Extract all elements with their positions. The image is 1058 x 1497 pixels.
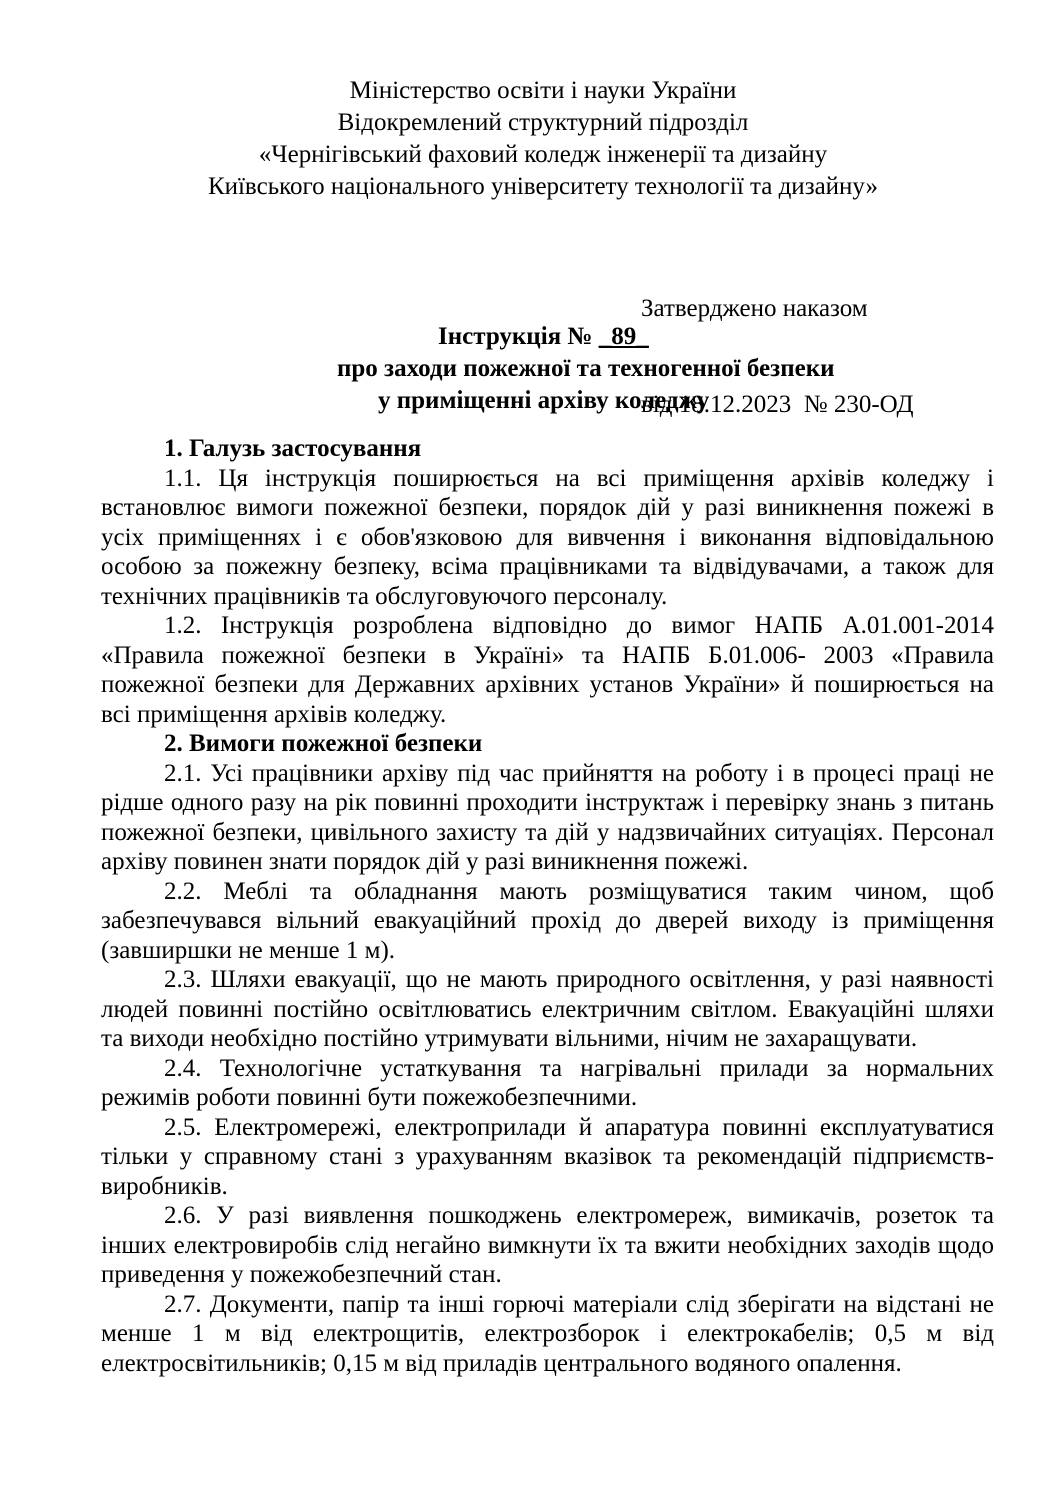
paragraph-2-5: 2.5. Електромережі, електроприлади й апаратура повинні експлуатуватися тільки у справному стані з урахуванням вказівок та рекомендацій підприємств-виробників. — [101, 1113, 994, 1200]
paragraph-2-1: 2.1. Усі працівники архіву під час прийняття на роботу і в процесі праці не рідше одного разу на рік повинні проходити інструктаж і перевірку знань з питань пожежної безпеки, цивільного захисту та дій у надзвичайних ситуаціях. Персонал архіву повинен знати порядок дій у разі виникнення пожежі. — [101, 759, 994, 875]
paragraph-2-3: 2.3. Шляхи евакуації, що не мають природного освітлення, у разі наявності людей повинні постійно освітлюватись електричним світлом. Евакуаційні шляхи та виходи необхідно постійно утримувати вільними, нічим не захаращувати. — [101, 966, 994, 1052]
approval-label: Затверджено наказом — [641, 295, 868, 322]
instruction-number: _89_ — [598, 323, 649, 350]
header-college-name: «Чернігівський фаховий коледж інженерії та дизайну — [258, 141, 828, 168]
title-prefix: Інструкція № — [438, 323, 599, 350]
paragraph-2-7: 2.7. Документи, папір та інші горючі матеріали слід зберігати на відстані не менше 1 м від електрощитів, електрозборок і електрокабелів; 0,5 м від електросвітильників; 0,15 м від приладів центрального водяного опалення. — [101, 1290, 994, 1377]
title-subject: про заходи пожежної та техногенної безпеки — [337, 355, 835, 382]
paragraph-2-4: 2.4. Технологічне устаткування та нагрівальні прилади за нормальних режимів роботи повинні бути пожежобезпечними. — [101, 1054, 994, 1111]
paragraph-2-6: 2.6. У разі виявлення пошкоджень електромереж, вимикачів, розеток та інших електровиробів слід негайно вимкнути їх та вжити необхідних заходів щодо приведення у пожежобезпечний стан. — [101, 1202, 994, 1288]
header-university-name: Київського національного університету технології та дизайну» — [207, 173, 879, 200]
title-instruction-number-line — [438, 321, 649, 353]
header-ministry: Міністерство освіти і науки України — [349, 77, 737, 104]
paragraph-1-1: 1.1. Ця інструкція поширюється на всі приміщення архівів коледжу і встановлює вимоги пожежної безпеки, порядок дій у разі виникнення пожежі в усіх приміщеннях і є обов'язковою для вивчення і виконання відповідальною особою за пожежну безпеку, всіма працівниками та відвідувачами, а також для технічних працівників та обслуговуючого персоналу. — [101, 464, 994, 610]
paragraph-1-2: 1.2. Інструкція розроблена відповідно до вимог НАПБ А.01.001-2014 «Правила пожежної безпеки в Україні» та НАПБ Б.01.006- 2003 «Правила пожежної безпеки для Державних архівних установ України» й поширюється на всі приміщення архівів коледжу. — [101, 612, 994, 728]
approval-order-reference: від 18.12.2023 № 230-ОД — [641, 391, 914, 418]
section-heading-scope: 1. Галузь застосування — [164, 435, 422, 462]
institution-header — [0, 75, 1058, 203]
section-heading-fire-requirements: 2. Вимоги пожежної безпеки — [164, 730, 483, 757]
document-body — [101, 434, 994, 1378]
paragraph-2-2: 2.2. Меблі та обладнання мають розміщуватися таким чином, щоб забезпечувався вільний евакуаційний прохід до дверей виходу із приміщення (завширшки не менше 1 м). — [101, 877, 994, 964]
title-location: у приміщенні архіву коледжу — [378, 387, 710, 414]
header-subdivision: Відокремлений структурний підрозділ — [337, 109, 749, 136]
